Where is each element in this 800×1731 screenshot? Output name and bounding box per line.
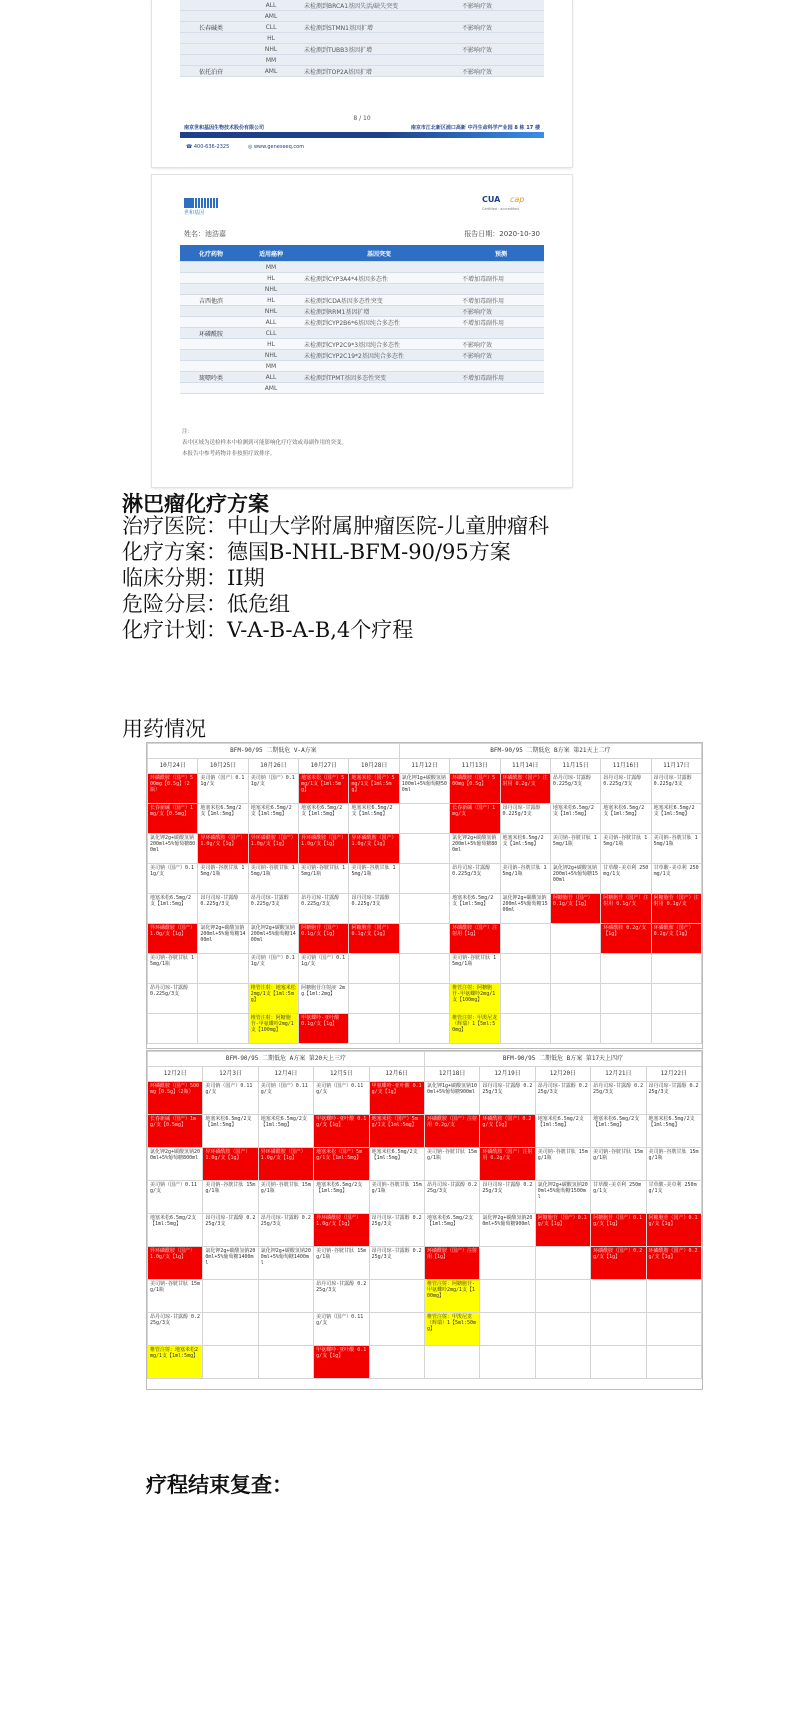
drug-cell: 昂丹司琼-甘露醇 0.225g/3支 [258, 1214, 313, 1247]
drug-cell: 美司钠-谷胱甘肽 15mg/1瓶 [198, 864, 248, 894]
date-cell: 10月27日 [299, 759, 349, 774]
drug-cell: 地塞米松（国产）5mg/1支【1ml:5mg】 [314, 1148, 369, 1181]
drug-cell: 昂丹司琼-甘露醇 0.225g/3支 [203, 1214, 258, 1247]
geneseeq-logo: 世和基因 [184, 198, 220, 216]
drug-cell: 氯化钾2g+碳酸氢钠200ml+5%葡萄糖1400ml [198, 924, 248, 954]
drug-cell [349, 954, 399, 984]
drug-cell: 美司钠（国产）0.11g/支 [203, 1082, 258, 1115]
report-notes: 注： 表中区域为送检样本中检测到可能影响化疗疗效或毒副作用的突变。 本报告中参考药物并非按照疗效排序。 [182, 429, 348, 457]
drug-cell: 阿糖胞苷（国产）0.1g/支【1g】 [591, 1214, 646, 1247]
drug-cell: 地塞米松6.5mg/2支【1ml:5mg】 [203, 1115, 258, 1148]
drug-cell [500, 984, 550, 1014]
drug-cell [535, 1247, 590, 1280]
drug-cell [399, 924, 449, 954]
plan-line-stage: 临床分期：II期 [122, 566, 265, 590]
drug-cell: 地塞米松6.5mg/2支【1ml:5mg】 [651, 804, 701, 834]
schedule-row [148, 1280, 702, 1313]
date-cell: 10月24日 [148, 759, 198, 774]
drug-cell: 甲氨蝶呤-亚叶酸 0.1g/支【1g】 [314, 1346, 369, 1379]
plan-title: 淋巴瘤化疗方案 [122, 492, 269, 516]
drug-cell: 美司钠（国产）0.11g/支 [314, 1082, 369, 1115]
drug-cell: 氯化钾2g+碳酸氢钠200ml+5%葡萄糖800ml [450, 834, 500, 864]
drug-cell [369, 1280, 424, 1313]
schedule-row [148, 924, 702, 954]
table-row: NHL 未检测到RRM1基因扩增 不影响疗效 [180, 306, 544, 317]
drug-cell: 昂丹司琼-甘露醇 0.225g/3支 [500, 804, 550, 834]
drug-cell: 美司钠-谷胱甘肽 15mg/1瓶 [601, 834, 651, 864]
website: ◎ www.geneseeq.com [248, 144, 305, 150]
plan-line-risk: 危险分层：低危组 [122, 592, 290, 616]
date-cell: 12月19日 [480, 1067, 535, 1082]
drug-cell [369, 1346, 424, 1379]
meds-heading: 用药情况 [122, 717, 206, 741]
table-row: 巯嘌呤类 ALL 未检测到TPMT基因多态性突变 不增加毒副作用 [180, 372, 544, 383]
report-date: 报告日期：2020-10-30 [464, 230, 540, 238]
drug-cell: 异环磷酰胺（国产）1.0g/支【1g】 [258, 1148, 313, 1181]
schedule-row [148, 894, 702, 924]
drug-cell: 氯化钾1g+碳酸氢钠100ml+5%葡萄糖500ml [399, 774, 449, 804]
drug-cell [591, 1346, 646, 1379]
schedule-row [148, 954, 702, 984]
drug-cell: 地塞米松6.5mg/2支【1ml:5mg】 [591, 1115, 646, 1148]
drug-cell: 氯化钾2g+碳酸氢钠200ml+5%葡萄糖1500ml [535, 1181, 590, 1214]
date-row [148, 759, 702, 774]
drug-cell: 昂丹司琼-甘露醇 0.225g/3支 [535, 1082, 590, 1115]
drug-cell [646, 1313, 701, 1346]
phone-icon: ☎ [186, 144, 193, 150]
schedule-row [148, 864, 702, 894]
schedule-title: BFM-90/95 二期低危 B方案 第17天上四疗 [424, 1052, 701, 1067]
drug-cell [651, 984, 701, 1014]
drug-cell: 美司钠-谷胱甘肽 15mg/1瓶 [450, 954, 500, 984]
drug-cell [646, 1280, 701, 1313]
drug-cell: 美司钠（国产）0.11g/支 [148, 864, 198, 894]
drug-cell [550, 954, 600, 984]
drug-cell: 环磷酰胺 0.2g/支【1g】 [601, 924, 651, 954]
table-row: NHL [180, 284, 544, 295]
drug-cell: 昂丹司琼-甘露醇 0.225g/3支 [424, 1181, 479, 1214]
date-cell: 10月25日 [198, 759, 248, 774]
drug-cell: 异环磷酰胺（国产）1.0g/支【1g】 [203, 1148, 258, 1181]
drug-cell [500, 1014, 550, 1044]
plan-info [122, 513, 549, 643]
plan-line-hospital: 治疗医院：中山大学附属肿瘤医院-儿童肿瘤科 [122, 514, 550, 538]
drug-cell [399, 864, 449, 894]
drug-cell: 地塞米松6.5mg/2支【1ml:5mg】 [535, 1115, 590, 1148]
drug-cell [399, 954, 449, 984]
drug-cell: 氯化钾1g+碳酸氢钠100ml+5%葡萄糖900ml [424, 1082, 479, 1115]
drug-cell: 美司钠（国产）0.11g/支 [299, 954, 349, 984]
drug-cell: 美司钠（国产）0.11g/支 [198, 774, 248, 804]
drug-cell [535, 1346, 590, 1379]
schedule-row [148, 1313, 702, 1346]
schedule-row [148, 1148, 702, 1181]
drug-cell [258, 1346, 313, 1379]
drug-cell: 异环磷酰胺（国产）1.0g/支【1g】 [314, 1214, 369, 1247]
drug-cell [399, 1014, 449, 1044]
drug-cell: 氯化钾2g+碳酸氢钠200ml+5%葡萄糖900ml [480, 1214, 535, 1247]
footer-bar [180, 132, 544, 138]
drug-cell [646, 1346, 701, 1379]
drug-cell: 椎管注射：甲泼尼龙（辉瑞）1【5ml:50mg】 [424, 1313, 479, 1346]
drug-cell: 地塞米松6.5mg/2支【1ml:5mg】 [349, 804, 399, 834]
date-row [148, 1067, 702, 1082]
drug-cell [591, 1313, 646, 1346]
drug-cell: 地塞米松6.5mg/2支【1ml:5mg】 [258, 1115, 313, 1148]
drug-cell [480, 1247, 535, 1280]
table-row: ALL 未检测到CYP2B6*6基因纯合多态性 不增加毒副作用 [180, 317, 544, 328]
drug-cell: 美司钠-谷胱甘肽 15mg/1瓶 [550, 834, 600, 864]
drug-cell: 氯化钾2g+碳酸氢钠200ml+5%葡萄糖1400ml [203, 1247, 258, 1280]
drug-cell: 椎管注射：阿糖胞苷-甲氨蝶呤2mg/1支【100mg】 [424, 1280, 479, 1313]
drug-cell: 椎管注射：地塞米松2mg/1支【1ml:5mg】 [148, 1346, 203, 1379]
schedule-row [148, 1014, 702, 1044]
drug-cell: 地塞米松6.5mg/2支【1ml:5mg】 [148, 1214, 203, 1247]
drug-cell [601, 954, 651, 984]
drug-cell: 昂丹司琼-甘露醇 0.225g/3支 [369, 1214, 424, 1247]
drug-cell: 美司钠-谷胱甘肽 15mg/1瓶 [651, 834, 701, 864]
drug-cell: 昂丹司琼-甘露醇 0.225g/3支 [550, 774, 600, 804]
drug-cell: 椎管注射：阿糖胞苷-甲氨蝶呤2mg/1支【100mg】 [248, 1014, 298, 1044]
schedule-row [148, 1214, 702, 1247]
drug-cell: 地塞米松6.5mg/2支【1ml:5mg】 [148, 894, 198, 924]
drug-cell: 甘草酸-美卓利 250mg/1支 [591, 1181, 646, 1214]
drug-cell: 氯化钾2g+碳酸氢钠200ml+5%葡萄糖800ml [148, 1148, 203, 1181]
drug-cell: 环磷酰胺（国产）500mg【0.5g】（2瓶） [148, 1082, 203, 1115]
date-cell: 12月2日 [148, 1067, 203, 1082]
drug-cell: 地塞米松6.5mg/2支【1ml:5mg】 [198, 804, 248, 834]
drug-cell: 阿糖胞苷（国产）注射用 0.1g/支 [651, 894, 701, 924]
drug-cell: 异环磷酰胺（国产）1.0g/支【1g】 [349, 834, 399, 864]
drug-cell: 地塞米松6.5mg/2支【1ml:5mg】 [550, 804, 600, 834]
drug-cell [258, 1313, 313, 1346]
table-row: MM [180, 361, 544, 372]
drug-cell: 昂丹司琼-甘露醇 0.225g/3支 [299, 894, 349, 924]
drug-cell: 环磷酰胺（国产）0.2g/支【1g】 [480, 1115, 535, 1148]
review-heading: 疗程结束复查： [146, 1473, 293, 1497]
drug-cell: 美司钠-谷胱甘肽 15mg/1瓶 [535, 1148, 590, 1181]
report-page-9 [152, 175, 572, 487]
page-number: 8 / 10 [353, 115, 371, 122]
drug-cell: 美司钠-谷胱甘肽 15mg/1瓶 [148, 954, 198, 984]
certification-logos: CUA cap Certified · accredited [482, 195, 525, 211]
drug-cell: 地塞米松6.5mg/2支【1ml:5mg】 [450, 894, 500, 924]
schedule-row [148, 1247, 702, 1280]
drug-cell [651, 954, 701, 984]
table-row: 环磷酰胺 CLL [180, 328, 544, 339]
drug-cell: 美司钠（国产）0.11g/支 [248, 954, 298, 984]
drug-cell: 长春新碱（国产）1mg/支【0.5mg】 [148, 804, 198, 834]
drug-cell: 甘草酸-美卓利 250mg/1支 [601, 864, 651, 894]
report-page-8 [152, 0, 572, 167]
date-cell: 10月28日 [349, 759, 399, 774]
drug-cell [601, 1014, 651, 1044]
date-cell: 12月20日 [535, 1067, 590, 1082]
drug-cell: 阿糖胞苷（国产）0.1g/支【1g】 [550, 894, 600, 924]
drug-cell: 地塞米松（国产）5mg/1支【1ml:5mg】 [299, 774, 349, 804]
drug-cell [148, 1014, 198, 1044]
date-cell: 11月16日 [601, 759, 651, 774]
drug-cell: 美司钠-谷胱甘肽 15mg/1瓶 [646, 1148, 701, 1181]
drug-cell: 地塞米松6.5mg/2支【1ml:5mg】 [248, 804, 298, 834]
drug-cell: 氯化钾2g+碳酸氢钠200ml+5%葡萄糖1500ml [550, 864, 600, 894]
drug-cell: 长春新碱（国产）1mg/支【0.5mg】 [148, 1115, 203, 1148]
plan-line-schedule: 化疗计划：V-A-B-A-B,4个疗程 [122, 618, 414, 642]
drug-cell: 美司钠-谷胱甘肽 15mg/1瓶 [258, 1181, 313, 1214]
drug-cell: 异环磷酰胺（国产）1.0g/支【1g】 [198, 834, 248, 864]
table-row: NHL 未检测到CYP2C19*2基因纯合多态性 不影响疗效 [180, 350, 544, 361]
drug-cell: 环磷酰胺（国产）0.2g/支【1g】 [651, 924, 701, 954]
drug-cell [198, 984, 248, 1014]
drug-cell: 美司钠（国产）0.11g/支 [258, 1082, 313, 1115]
date-cell: 11月15日 [550, 759, 600, 774]
table-row: AML [180, 383, 544, 394]
drug-cell: 美司钠（国产）0.11g/支 [314, 1313, 369, 1346]
drug-cell: 美司钠-谷胱甘肽 15mg/1瓶 [248, 864, 298, 894]
date-cell: 12月5日 [314, 1067, 369, 1082]
chemo-gene-table: 化疗药物 适用癌种 基因突变 预测 MM HL 未检测到CYP3A4*4基因多态性 不增加毒副作用 NHL 吉西他滨 HL 未检测到CDA基因多态性突变 不增加毒副作用 NHL 未检测到RRM1基因扩增 不影响疗效 ALL 未检测到CYP2B6*6基因纯合多态性 不增加毒副作用 环磷酰胺 CLL HL 未检测到CYP2C9*3基因纯合多态性 不影响疗效 NHL 未检测到CYP2C19*2基因纯合多态性 不影响疗效 MM 巯嘌呤类 ALL 未检测到TPMT基因多态性突变 不增加毒副作用 AML [180, 245, 544, 394]
globe-icon: ◎ [248, 144, 253, 150]
date-cell: 11月14日 [500, 759, 550, 774]
drug-cell: 阿糖胞苷（国产）0.1g/支【1g】 [349, 924, 399, 954]
drug-cell: 美司钠-谷胱甘肽 15mg/1瓶 [500, 864, 550, 894]
drug-cell: 环磷酰胺（国产）500mg【0.5g】（2瓶） [148, 774, 198, 804]
drug-cell: 美司钠（国产）0.11g/支 [248, 774, 298, 804]
drug-cell: 昂丹司琼-甘露醇 0.225g/3支 [651, 774, 701, 804]
drug-cell: 异环磷酰胺（国产）1.0g/支【1g】 [299, 834, 349, 864]
drug-cell [198, 1014, 248, 1044]
schedule-row [148, 1115, 702, 1148]
med-schedule-2 [146, 1050, 703, 1390]
drug-cell: 昂丹司琼-甘露醇 0.225g/3支 [450, 864, 500, 894]
drug-cell: 昂丹司琼-甘露醇 0.225g/3支 [591, 1082, 646, 1115]
drug-cell: 阿糖胞苷（国产）0.1g/支【1g】 [535, 1214, 590, 1247]
drug-cell [203, 1313, 258, 1346]
date-cell: 11月13日 [450, 759, 500, 774]
drug-cell: 异环磷酰胺（国产）1.0g/支【1g】 [248, 834, 298, 864]
drug-cell: 昂丹司琼-甘露醇 0.225g/3支 [148, 1313, 203, 1346]
drug-cell [480, 1346, 535, 1379]
drug-cell: 甲氨蝶呤-亚叶酸 0.1g/支【1g】 [369, 1082, 424, 1115]
drug-cell: 美司钠-谷胱甘肽 15mg/1瓶 [424, 1148, 479, 1181]
drug-cell: 地塞米松6.5mg/2支【1ml:5mg】 [314, 1181, 369, 1214]
drug-cell: 异环磷酰胺（国产）1.0g/支【1g】 [148, 1247, 203, 1280]
drug-cell: 地塞米松6.5mg/2支【1ml:5mg】 [500, 834, 550, 864]
drug-cell [535, 1280, 590, 1313]
drug-cell: 昂丹司琼-甘露醇 0.225g/3支 [369, 1247, 424, 1280]
drug-cell: 昂丹司琼-甘露醇 0.225g/3支 [646, 1082, 701, 1115]
schedule-title: BFM-90/95 二期低危 V-A方案 [148, 744, 400, 759]
drug-cell [203, 1280, 258, 1313]
drug-cell: 异环磷酰胺（国产）1.0g/支【1g】 [148, 924, 198, 954]
drug-cell: 昂丹司琼-甘露醇 0.225g/3支 [349, 894, 399, 924]
drug-cell: 阿糖胞苷（国产）0.1g/支【1g】 [646, 1214, 701, 1247]
drug-cell: 阿糖胞苷（国产）0.1g/支【1g】 [299, 924, 349, 954]
company-address: 南京市江北新区浦口高新 中丹生命科学产业园 8 栋 17 楼 [410, 125, 540, 131]
schedule-row [148, 804, 702, 834]
drug-cell: 环磷酰胺（国产）注射用【1g】 [450, 924, 500, 954]
drug-cell: 氯化钾2g+碳酸氢钠200ml+5%葡萄糖1400ml [248, 924, 298, 954]
drug-cell: 氯化钾2g+碳酸氢钠200ml+5%葡萄糖1500ml [500, 894, 550, 924]
drug-cell: 环磷酰胺（国产）注射用 0.2g/支 [500, 774, 550, 804]
drug-cell: 环磷酰胺（国产）500mg【0.5g】 [450, 774, 500, 804]
date-cell: 12月6日 [369, 1067, 424, 1082]
date-cell: 12月18日 [424, 1067, 479, 1082]
table-row: MM [180, 262, 544, 273]
drug-cell [500, 954, 550, 984]
drug-cell: 地塞米松（国产）5mg/1支【1ml:5mg】 [349, 774, 399, 804]
drug-cell: 氯化钾2g+碳酸氢钠200ml+5%葡萄糖1400ml [258, 1247, 313, 1280]
drug-cell: 氯化钾2g+碳酸氢钠200ml+5%葡萄糖800ml [148, 834, 198, 864]
drug-cell [198, 954, 248, 984]
drug-cell [500, 924, 550, 954]
drug-cell: 椎管注射：阿糖胞苷-甲氨蝶呤2mg/1支【100mg】 [450, 984, 500, 1014]
drug-cell: 美司钠（国产）0.11g/支 [148, 1181, 203, 1214]
drug-cell [480, 1313, 535, 1346]
drug-cell: 环磷酰胺（国产）注射用【1g】 [424, 1247, 479, 1280]
drug-cell [535, 1313, 590, 1346]
drug-cell: 美司钠-谷胱甘肽 15mg/1瓶 [349, 864, 399, 894]
schedule-title: BFM-90/95 二期低危 A方案 第20天上三疗 [148, 1052, 425, 1067]
company-name: 南京世和基因生物技术股份有限公司 [184, 125, 265, 131]
drug-cell: 地塞米松6.5mg/2支【1ml:5mg】 [299, 804, 349, 834]
phone: ☎ 400-636-2325 [186, 144, 230, 150]
drug-cell: 甘草酸-美卓利 250mg/1支 [651, 864, 701, 894]
drug-cell [591, 1280, 646, 1313]
drug-cell: 环磷酰胺（国产）注射用 0.2g/支 [480, 1148, 535, 1181]
drug-cell [550, 1014, 600, 1044]
drug-cell: 甘草酸-美卓利 250mg/1支 [646, 1181, 701, 1214]
schedule-row [148, 1082, 702, 1115]
drug-cell: 阿糖胞苷（国产）注射用 0.1g/支 [601, 894, 651, 924]
schedule-row [148, 1346, 702, 1379]
drug-cell: 美司钠-谷胱甘肽 15mg/1瓶 [203, 1181, 258, 1214]
drug-cell [550, 924, 600, 954]
med-schedule-1 [146, 742, 703, 1049]
schedule-title: BFM-90/95 二期低危 B方案 第21天上二疗 [399, 744, 701, 759]
date-cell: 12月4日 [258, 1067, 313, 1082]
drug-cell: 环磷酰胺（国产）注射用 0.2g/支 [424, 1115, 479, 1148]
drug-cell: 阿糖胞苷注射液 2mg【1ml:2mg】 [299, 984, 349, 1014]
date-cell: 11月17日 [651, 759, 701, 774]
drug-cell [480, 1280, 535, 1313]
drug-cell: 美司钠-谷胱甘肽 15mg/1瓶 [148, 1280, 203, 1313]
report-table-top: ALL 未检测到BRCA1基因失活/缺失突变 不影响疗效 AML 长春碱类 CLL 未检测到STMN1基因扩增 不影响疗效 HL NHL 未检测到TUBB3基因扩增 不影响疗效 MM 依托泊苷 AML 未检测到TOP2A基因扩增 不影响疗效 [180, 0, 544, 77]
drug-cell: 美司钠-谷胱甘肽 15mg/1瓶 [591, 1148, 646, 1181]
drug-cell: 昂丹司琼-甘露醇 0.225g/3支 [148, 984, 198, 1014]
drug-cell: 昂丹司琼-甘露醇 0.225g/3支 [248, 894, 298, 924]
drug-cell: 昂丹司琼-甘露醇 0.225g/3支 [314, 1280, 369, 1313]
drug-cell: 昂丹司琼-甘露醇 0.225g/3支 [198, 894, 248, 924]
drug-cell: 地塞米松（国产）5mg/1支【1ml:5mg】 [369, 1115, 424, 1148]
drug-cell [349, 984, 399, 1014]
plan-line-regimen: 化疗方案：德国B-NHL-BFM-90/95方案 [122, 540, 511, 564]
drug-cell: 环磷酰胺（国产）0.2g/支【1g】 [591, 1247, 646, 1280]
patient-name: 姓名：池浩嘉 [184, 230, 226, 238]
drug-cell: 美司钠-谷胱甘肽 15mg/1瓶 [314, 1247, 369, 1280]
drug-cell: 昂丹司琼-甘露醇 0.225g/3支 [480, 1082, 535, 1115]
drug-cell: 美司钠-谷胱甘肽 15mg/1瓶 [299, 864, 349, 894]
drug-cell [203, 1346, 258, 1379]
drug-cell [651, 1014, 701, 1044]
drug-cell: 长春新碱（国产）1mg/支 [450, 804, 500, 834]
drug-cell [369, 1313, 424, 1346]
schedule-row [148, 1181, 702, 1214]
date-cell: 12月21日 [591, 1067, 646, 1082]
drug-cell [424, 1346, 479, 1379]
drug-cell [601, 984, 651, 1014]
drug-cell: 地塞米松6.5mg/2支【1ml:5mg】 [601, 804, 651, 834]
table-row: HL 未检测到CYP3A4*4基因多态性 不增加毒副作用 [180, 273, 544, 284]
drug-cell: 昂丹司琼-甘露醇 0.225g/3支 [601, 774, 651, 804]
drug-cell: 椎管注射：甲泼尼龙（辉瑞）1【5ml:50mg】 [450, 1014, 500, 1044]
drug-cell: 椎管注射：地塞米松2mg/1支【1ml:5mg】 [248, 984, 298, 1014]
drug-cell: 地塞米松6.5mg/2支【1ml:5mg】 [369, 1148, 424, 1181]
drug-cell [349, 1014, 399, 1044]
schedule-row [148, 774, 702, 804]
drug-cell: 地塞米松6.5mg/2支【1ml:5mg】 [646, 1115, 701, 1148]
drug-cell [399, 834, 449, 864]
drug-cell [399, 804, 449, 834]
drug-cell [399, 894, 449, 924]
drug-cell: 环磷酰胺（国产）0.2g/支【1g】 [646, 1247, 701, 1280]
table-row: 吉西他滨 HL 未检测到CDA基因多态性突变 不增加毒副作用 [180, 295, 544, 306]
drug-cell: 甲氨蝶呤-亚叶酸 0.1g/支【1g】 [314, 1115, 369, 1148]
table-row: HL 未检测到CYP2C9*3基因纯合多态性 不影响疗效 [180, 339, 544, 350]
drug-cell: 地塞米松6.5mg/2支【1ml:5mg】 [424, 1214, 479, 1247]
drug-cell: 昂丹司琼-甘露醇 0.225g/3支 [480, 1181, 535, 1214]
drug-cell [258, 1280, 313, 1313]
schedule-row [148, 984, 702, 1014]
drug-cell [399, 984, 449, 1014]
date-cell: 10月26日 [248, 759, 298, 774]
date-cell: 11月12日 [399, 759, 449, 774]
drug-cell: 美司钠-谷胱甘肽 15mg/1瓶 [369, 1181, 424, 1214]
date-cell: 12月22日 [646, 1067, 701, 1082]
drug-cell: 甲氨蝶呤-亚叶酸 0.1g/支【1g】 [299, 1014, 349, 1044]
schedule-row [148, 834, 702, 864]
drug-cell [550, 984, 600, 1014]
date-cell: 12月3日 [203, 1067, 258, 1082]
